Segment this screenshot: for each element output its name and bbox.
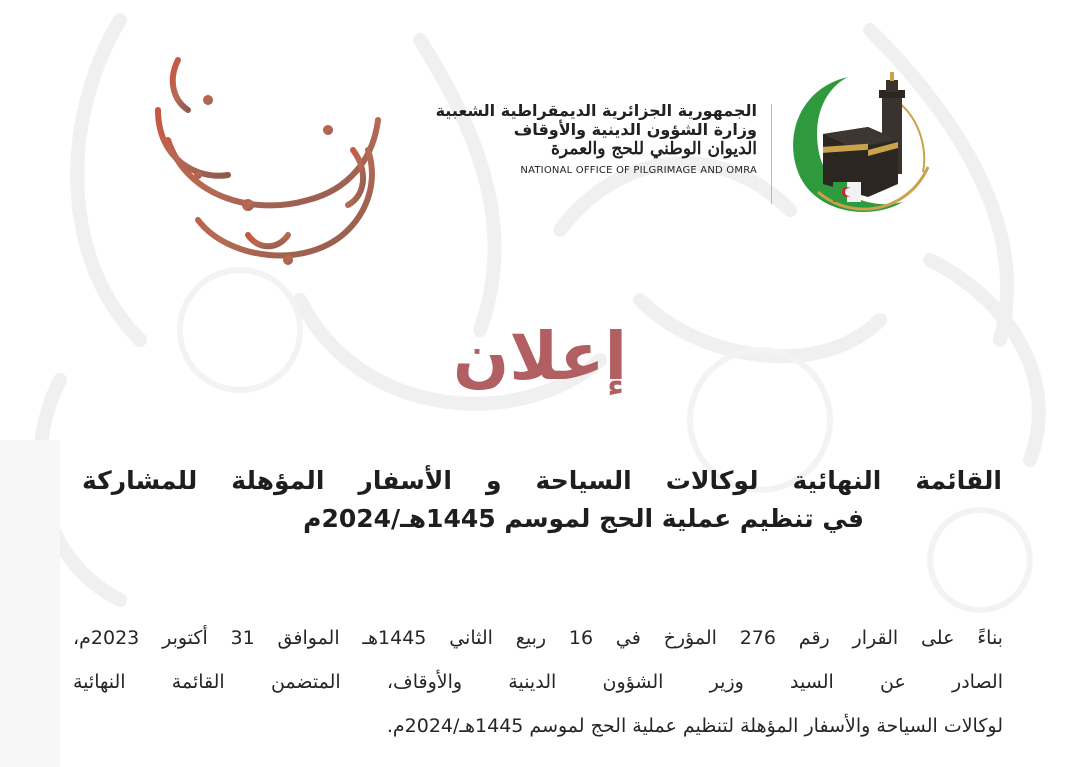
- header-office-name: الديوان الوطني للحج والعمرة: [550, 139, 757, 160]
- calligraphy-emblem: [138, 0, 393, 285]
- header-text-block: [436, 101, 757, 177]
- body-line-3: لوكالات السياحة والأسفار المؤهلة لتنظيم عملية الحج لموسم 1445هـ/2024م.: [386, 715, 1003, 737]
- header-divider: [771, 104, 772, 204]
- announcement-title: إعلان: [452, 318, 628, 395]
- header-republic-name: الجمهورية الجزائرية الديمقراطية الشعبية: [435, 101, 757, 120]
- header-office-english: NATIONAL OFFICE OF PILGRIMAGE AND OMRA: [520, 164, 757, 176]
- subtitle-block: [82, 462, 1002, 537]
- body-line-1: بناءً على القرار رقم 276 المؤرخ في 16 ربيع الثاني 1445هـ الموافق 31 أكتوبر 2023م،: [73, 627, 1003, 649]
- subtitle-line-1: القائمة النهائية لوكالات السياحة و الأسفار المؤهلة للمشاركة: [82, 466, 1002, 495]
- kaaba-crescent-logo-icon: [778, 72, 938, 222]
- body-paragraph: [73, 616, 1003, 748]
- body-line-2: الصادر عن السيد وزير الشؤون الدينية والأوقاف، المتضمن القائمة النهائية: [73, 671, 1003, 693]
- header-ministry-name: وزارة الشؤون الدينية والأوقاف: [513, 120, 757, 140]
- subtitle-line-2: في تنظيم عملية الحج لموسم 1445هـ/2024م: [303, 503, 864, 533]
